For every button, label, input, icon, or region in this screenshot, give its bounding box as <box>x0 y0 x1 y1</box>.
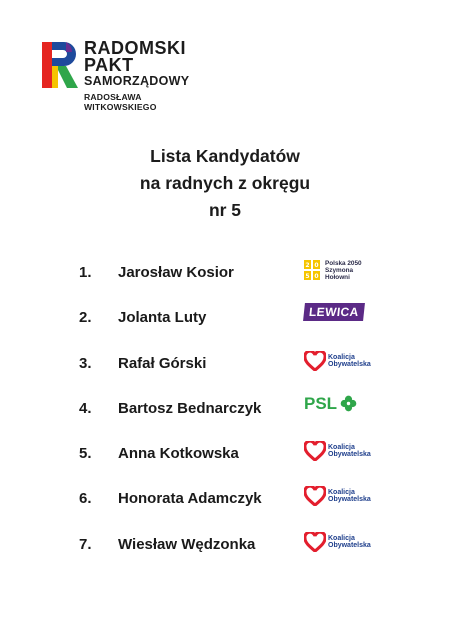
koalicja-obywatelska-logo <box>304 437 384 465</box>
logo-text: PSL <box>304 393 338 413</box>
heart-icon <box>304 532 326 552</box>
logo-text: Polska 2050 <box>325 259 362 267</box>
brand-name-line3: SAMORZĄDOWY <box>84 74 190 88</box>
candidate-number: 2. <box>79 309 92 327</box>
svg-text:5: 5 <box>305 273 310 280</box>
candidate-name: Honorata Adamczyk <box>118 490 262 508</box>
candidate-row <box>0 522 450 567</box>
candidate-row <box>0 431 450 476</box>
logo-text: Hołowni <box>325 273 350 281</box>
candidate-number: 3. <box>79 354 92 372</box>
candidate-number: 7. <box>79 535 92 553</box>
candidate-number: 1. <box>79 264 92 281</box>
logo-text: Koalicja <box>328 353 355 361</box>
page-title <box>0 143 450 224</box>
candidate-row <box>0 386 450 431</box>
koalicja-obywatelska-logo <box>304 528 384 556</box>
candidate-name: Anna Kotkowska <box>118 445 239 463</box>
candidate-number: 5. <box>79 445 92 463</box>
candidate-name: Rafał Górski <box>118 354 207 372</box>
candidate-number: 6. <box>79 490 92 508</box>
candidate-name: Jolanta Luty <box>118 309 207 327</box>
brand-sub-line2: WITKOWSKIEGO <box>84 102 157 112</box>
candidate-name: Bartosz Bednarczyk <box>118 399 262 417</box>
title-line3: nr 5 <box>208 200 242 220</box>
brand-name-line2: PAKT <box>84 55 134 75</box>
polska-2050-icon <box>304 260 321 280</box>
candidate-list <box>0 250 450 567</box>
brand-text <box>84 40 189 112</box>
title-line1: Lista Kandydatów <box>150 146 300 166</box>
logo-text: Szymona <box>325 266 354 274</box>
logo-text: Koalicja <box>328 534 355 542</box>
svg-text:0: 0 <box>314 262 319 269</box>
logo-text: Obywatelska <box>328 360 371 368</box>
lewica-logo: LEWICA <box>303 303 365 321</box>
logo-text: Obywatelska <box>328 541 371 549</box>
brand-sub-line1: RADOSŁAWA <box>84 92 142 102</box>
candidate-row <box>0 476 450 521</box>
polska-2050-logo <box>304 256 384 284</box>
title-line2: na radnych z okręgu <box>139 173 311 193</box>
heart-icon <box>304 441 326 461</box>
candidate-row <box>0 295 450 340</box>
logo-text: Obywatelska <box>328 451 371 459</box>
svg-text:0: 0 <box>314 273 319 280</box>
svg-text:2: 2 <box>305 262 310 269</box>
logo-text: Koalicja <box>328 444 355 452</box>
brand-name-line1: RADOMSKI <box>84 38 186 58</box>
rpr-r-mark-icon <box>42 42 78 88</box>
candidate-name: Wiesław Wędzonka <box>118 535 256 553</box>
koalicja-obywatelska-logo <box>304 347 384 375</box>
candidate-row <box>0 341 450 386</box>
candidate-number: 4. <box>79 399 92 417</box>
brand-logo <box>42 40 242 112</box>
psl-logo <box>304 390 384 418</box>
candidate-name: Jarosław Kosior <box>118 264 234 281</box>
logo-text: Koalicja <box>328 489 355 497</box>
logo-text: Obywatelska <box>328 496 371 504</box>
heart-icon <box>304 486 326 506</box>
koalicja-obywatelska-logo <box>304 482 384 510</box>
candidate-row <box>0 250 450 295</box>
heart-icon <box>304 351 326 371</box>
clover-icon <box>340 395 357 412</box>
